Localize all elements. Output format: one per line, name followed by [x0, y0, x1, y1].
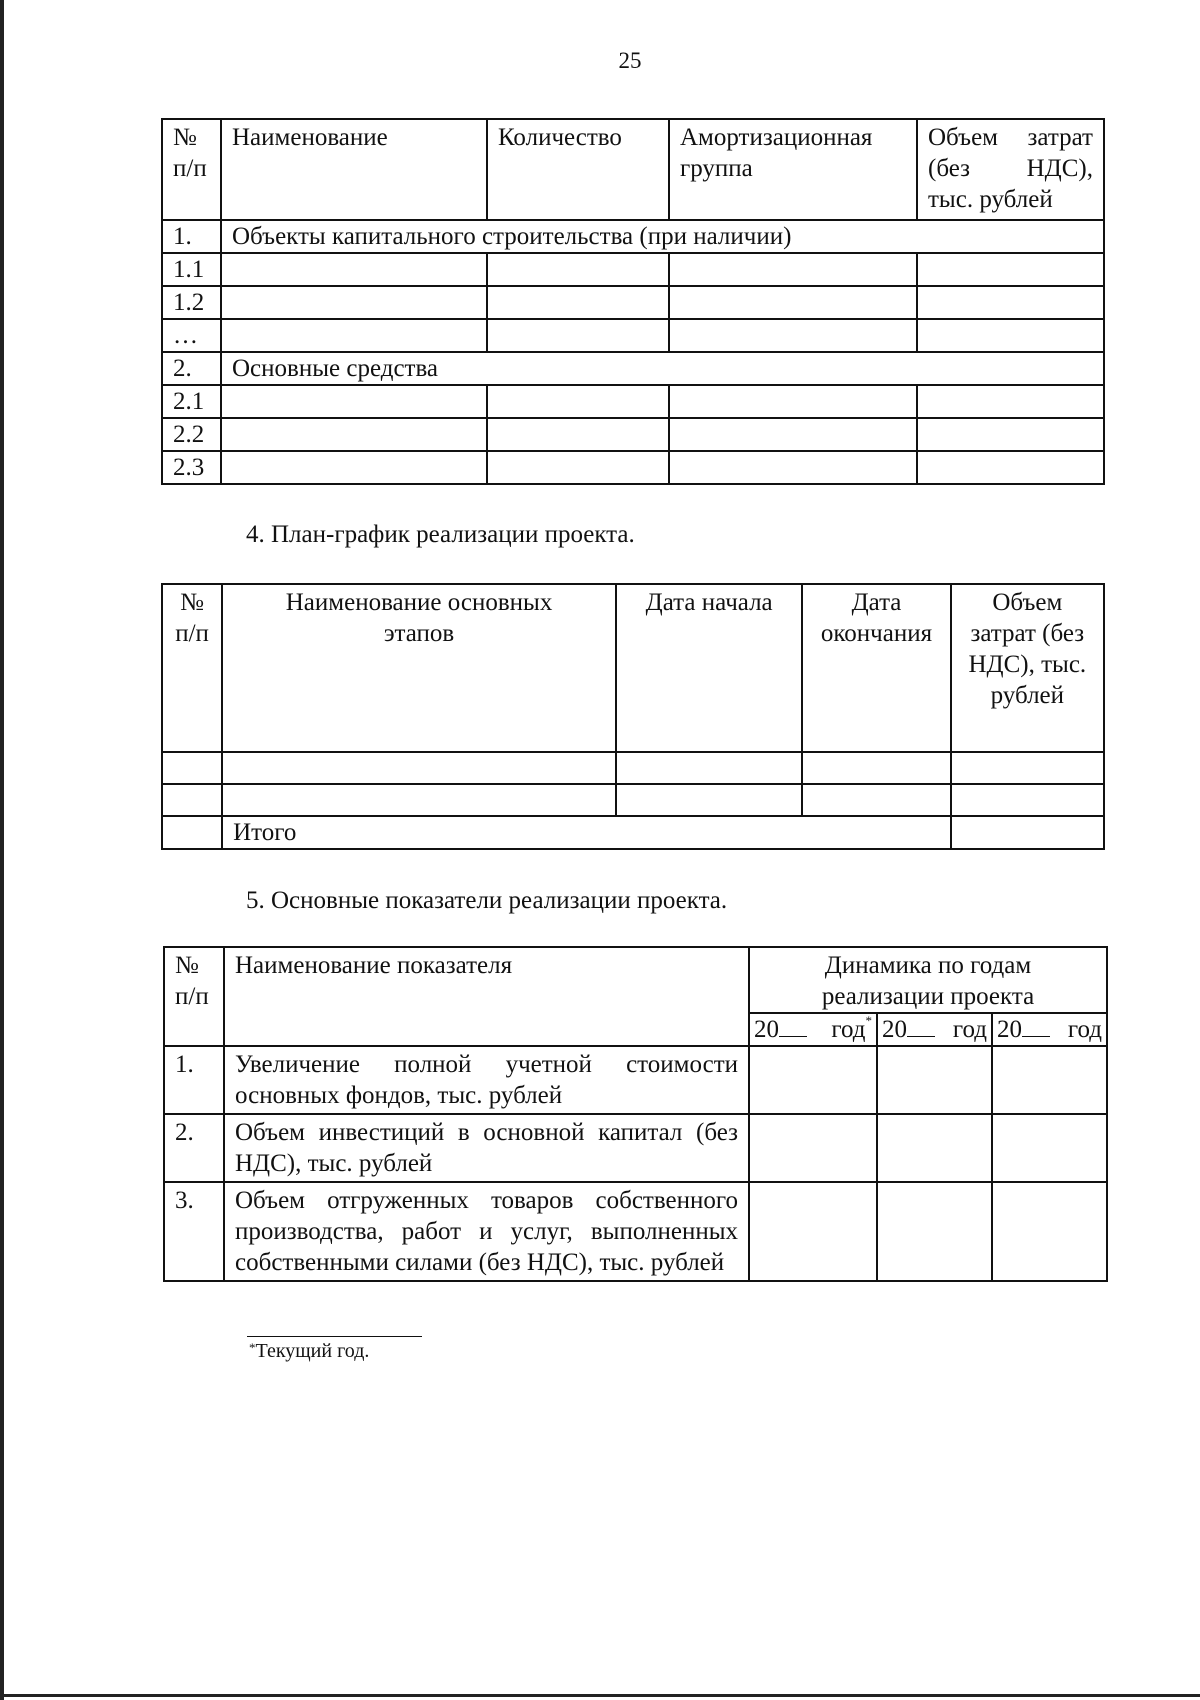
page-number: 25: [618, 48, 642, 73]
table-row: [162, 752, 1104, 784]
row-number: 1.: [162, 220, 221, 253]
empty-cell: [749, 1114, 877, 1182]
header-cell-depreciation-group: Амортизационная группа: [669, 119, 917, 220]
table-total-row: [162, 816, 1104, 849]
year-cell-current: [749, 1013, 877, 1046]
year-prefix: 20: [754, 1016, 779, 1043]
empty-cell: [917, 286, 1104, 319]
empty-cell: [992, 1182, 1107, 1281]
header-cell-number: № п/п: [162, 584, 222, 752]
header-cell-quantity: Количество: [487, 119, 669, 220]
year-suffix: год: [1067, 1016, 1102, 1043]
empty-cell: [802, 784, 950, 816]
scan-edge-left: [0, 0, 4, 1700]
empty-cell: [487, 253, 669, 286]
empty-cell: [951, 784, 1104, 816]
row-number: 1.1: [162, 253, 221, 286]
table-row: [162, 286, 1104, 319]
empty-cell: [222, 784, 616, 816]
empty-cell: [669, 253, 917, 286]
empty-cell: [221, 319, 487, 352]
empty-cell: [162, 816, 222, 849]
empty-cell: [669, 418, 917, 451]
table-header-row: [162, 119, 1104, 220]
empty-cell: [616, 784, 802, 816]
empty-cell: [917, 385, 1104, 418]
indicator-label: Объем инвестиций в основной капитал (без НДС), тыс. рублей: [224, 1114, 749, 1182]
empty-cell: [221, 451, 487, 484]
header-cell-cost: Объем затрат (без НДС), тыс. рублей: [951, 584, 1104, 752]
empty-cell: [162, 752, 222, 784]
row-number: 1.: [164, 1046, 224, 1114]
empty-cell: [487, 385, 669, 418]
footnote-mark: *: [249, 1340, 256, 1355]
header-cell-start-date: Дата начала: [616, 584, 802, 752]
year-prefix: 20: [882, 1016, 907, 1043]
table-row: [164, 1114, 1107, 1182]
empty-cell: [222, 752, 616, 784]
empty-cell: [917, 451, 1104, 484]
header-cell-indicator: Наименование показателя: [224, 947, 749, 1046]
row-number: 2.3: [162, 451, 221, 484]
section-label: Объекты капитального строительства (при наличии): [221, 220, 1104, 253]
year-blank: [1022, 1014, 1050, 1037]
empty-cell: [917, 418, 1104, 451]
empty-cell: [162, 784, 222, 816]
year-blank: [907, 1014, 935, 1037]
year-cell-next: [877, 1013, 992, 1046]
row-number: 1.2: [162, 286, 221, 319]
empty-cell: [877, 1182, 992, 1281]
row-number: 2.: [162, 352, 221, 385]
header-cell-number: № п/п: [164, 947, 224, 1046]
section-5-heading: 5. Основные показатели реализации проекта.: [246, 887, 728, 914]
total-label: Итого: [222, 816, 951, 849]
empty-cell: [669, 451, 917, 484]
empty-cell: [749, 1046, 877, 1114]
row-number: 2.: [164, 1114, 224, 1182]
table-row: [164, 1182, 1107, 1281]
year-cell-after: [992, 1013, 1107, 1046]
section-4-heading: 4. План-график реализации проекта.: [246, 521, 635, 548]
empty-cell: [669, 385, 917, 418]
empty-cell: [221, 286, 487, 319]
empty-cell: [992, 1114, 1107, 1182]
header-cell-dynamics: Динамика по годам реализации проекта: [749, 947, 1107, 1013]
empty-cell: [487, 286, 669, 319]
empty-cell: [221, 253, 487, 286]
table-header-row: [164, 947, 1107, 1013]
table-row: [162, 385, 1104, 418]
row-number: 2.1: [162, 385, 221, 418]
footnote-mark: *: [865, 1013, 872, 1028]
empty-cell: [951, 816, 1104, 849]
table-row: [164, 1046, 1107, 1114]
table-row: [162, 253, 1104, 286]
indicator-label: Увеличение полной учетной стоимости основных фондов, тыс. рублей: [224, 1046, 749, 1114]
empty-cell: [221, 418, 487, 451]
empty-cell: [917, 253, 1104, 286]
row-number: 3.: [164, 1182, 224, 1281]
year-suffix: год: [952, 1016, 987, 1043]
empty-cell: [749, 1182, 877, 1281]
table-row: [162, 784, 1104, 816]
table-row: [162, 220, 1104, 253]
table-row: [162, 418, 1104, 451]
scan-edge-bottom: [0, 1694, 1200, 1697]
fixed-assets-table: [161, 118, 1105, 485]
header-cell-name: Наименование: [221, 119, 487, 220]
empty-cell: [487, 418, 669, 451]
empty-cell: [992, 1046, 1107, 1114]
empty-cell: [877, 1114, 992, 1182]
empty-cell: [616, 752, 802, 784]
table-row: [162, 319, 1104, 352]
header-cell-number: № п/п: [162, 119, 221, 220]
year-suffix: год: [831, 1016, 866, 1043]
empty-cell: [669, 319, 917, 352]
table-header-row: [162, 584, 1104, 752]
empty-cell: [487, 319, 669, 352]
header-cell-end-date: Дата окончания: [802, 584, 950, 752]
table-row: [162, 352, 1104, 385]
footnote: [249, 1340, 369, 1363]
year-blank: [779, 1014, 807, 1037]
empty-cell: [802, 752, 950, 784]
header-cell-stages: Наименование основных этапов: [222, 584, 616, 752]
row-number: …: [162, 319, 221, 352]
row-number: 2.2: [162, 418, 221, 451]
empty-cell: [877, 1046, 992, 1114]
empty-cell: [917, 319, 1104, 352]
section-label: Основные средства: [221, 352, 1104, 385]
empty-cell: [951, 752, 1104, 784]
indicator-label: Объем отгруженных товаров собственного производства, работ и услуг, выполненных собственными силами (без НДС), тыс. рублей: [224, 1182, 749, 1281]
empty-cell: [487, 451, 669, 484]
footnote-text: Текущий год.: [255, 1340, 370, 1362]
empty-cell: [669, 286, 917, 319]
header-cell-cost: Объем затрат (без НДС), тыс. рублей: [917, 119, 1104, 220]
year-prefix: 20: [997, 1016, 1022, 1043]
schedule-table: [161, 583, 1105, 850]
footnote-separator: [247, 1336, 422, 1337]
indicators-table: [163, 946, 1108, 1282]
empty-cell: [221, 385, 487, 418]
table-row: [162, 451, 1104, 484]
